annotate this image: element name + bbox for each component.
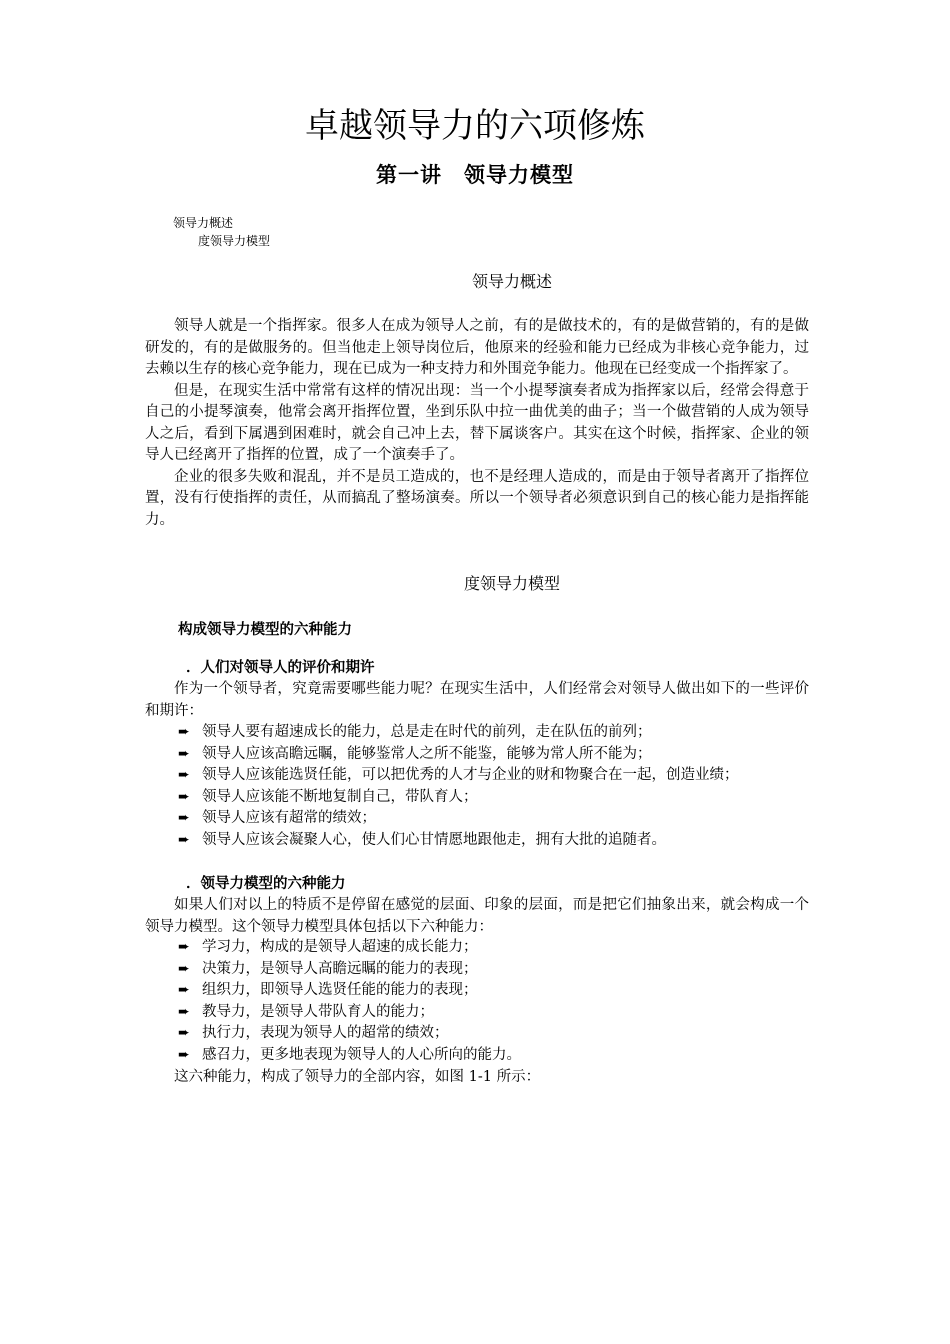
- part1-intro: [145, 679, 809, 722]
- paragraph: 领导人就是一个指挥家。很多人在成为领导人之前，有的是做技术的，有的是做营销的，有的是做研发的，有的是做服务的。但当他走上领导岗位后，他原来的经验和能力已经成为非核心竞争能力，过去赖以生存的核心竞争能力，现在已成为一种支持力和外围竞争能力。他现在已经变成一个指挥家了。: [145, 318, 809, 377]
- arrow-bullet-icon: ➨: [178, 1003, 190, 1020]
- list-item: ➨ 领导人应该能选贤任能，可以把优秀的人才与企业的财和物聚合在一起，创造业绩；: [178, 765, 818, 787]
- part2-heading: ．领导力模型的六种能力: [186, 876, 346, 892]
- arrow-bullet-icon: ➨: [178, 982, 190, 999]
- arrow-bullet-icon: ➨: [178, 767, 190, 784]
- paragraph: 作为一个领导者，究竟需要哪些能力呢？在现实生活中，人们经常会对领导人做出如下的一些评价和期许：: [145, 681, 809, 719]
- arrow-bullet-icon: ➨: [178, 939, 190, 955]
- section-heading-model: 度领导力模型: [463, 574, 560, 593]
- list-item: ➨ 学习力，构成的是领导人超速的成长能力；: [178, 937, 818, 959]
- closing-text: [145, 1067, 809, 1089]
- list-item: ➨ 组织力，即领导人选贤任能的能力的表现；: [178, 980, 818, 1002]
- list-item: ➨ 感召力，更多地表现为领导人的人心所向的能力。: [178, 1045, 818, 1067]
- part1-heading: ．人们对领导人的评价和期许: [186, 660, 375, 676]
- list-item: ➨ 领导人应该高瞻远瞩，能够鉴常人之所不能鉴，能够为常人所不能为；: [178, 744, 818, 766]
- part2-intro: [145, 895, 809, 938]
- paragraph: 企业的很多失败和混乱，并不是员工造成的，也不是经理人造成的，而是由于领导者离开了指挥位置，没有行使指挥的责任，从而搞乱了整场演奏。所以一个领导者必须意识到自己的核心能力是指挥能力。: [145, 468, 809, 528]
- section-heading-overview: 领导力概述: [471, 272, 552, 291]
- list-item: ➨ 领导人要有超速成长的能力，总是走在时代的前列，走在队伍的前列；: [178, 722, 818, 744]
- arrow-bullet-icon: ➨: [178, 724, 190, 740]
- list-item: ➨ 决策力，是领导人高瞻远瞩的能力的表现；: [178, 959, 818, 981]
- six-abilities-list: [178, 937, 818, 1067]
- paragraph: 这六种能力，构成了领导力的全部内容，如图 1-1 所示：: [174, 1069, 541, 1085]
- expectations-list: [178, 722, 818, 852]
- lecture-subtitle: 第一讲 领导力模型: [376, 163, 574, 187]
- paragraph: 但是，在现实生活中常常有这样的情况出现：当一个小提琴演奏者成为指挥家以后，经常会得意于自己的小提琴演奏，他常会离开指挥位置，坐到乐队中拉一曲优美的曲子；当一个做营销的人成为领导人之后，看到下属遇到困难时，就会自己冲上去，替下属谈客户。其实在这个时候，指挥家、企业的领导人已经离开了指挥的位置，成了一个演奏手了。: [145, 382, 809, 463]
- arrow-bullet-icon: ➨: [178, 1025, 190, 1042]
- toc-item-overview[interactable]: 领导力概述: [173, 216, 234, 230]
- list-item: ➨ 教导力，是领导人带队育人的能力；: [178, 1002, 818, 1024]
- arrow-bullet-icon: ➨: [178, 810, 190, 827]
- arrow-bullet-icon: ➨: [178, 831, 190, 848]
- arrow-bullet-icon: ➨: [178, 788, 190, 805]
- toc-item-model[interactable]: 度领导力模型: [198, 234, 271, 248]
- list-item: ➨ 领导人应该会凝聚人心，使人们心甘情愿地跟他走，拥有大批的追随者。: [178, 830, 818, 852]
- list-item: ➨ 领导人应该有超常的绩效；: [178, 808, 818, 830]
- list-item: ➨ 领导人应该能不断地复制自己，带队育人；: [178, 787, 818, 809]
- list-item: ➨ 执行力，表现为领导人的超常的绩效；: [178, 1023, 818, 1045]
- document-title: 卓越领导力的六项修炼: [305, 106, 645, 146]
- arrow-bullet-icon: ➨: [178, 1046, 190, 1063]
- overview-body: [145, 316, 809, 531]
- paragraph: 如果人们对以上的特质不是停留在感觉的层面、印象的层面，而是把它们抽象出来，就会构成一个领导力模型。这个领导力模型具体包括以下六种能力：: [145, 897, 809, 935]
- arrow-bullet-icon: ➨: [178, 745, 190, 762]
- model-subheading: 构成领导力模型的六种能力: [178, 622, 352, 638]
- arrow-bullet-icon: ➨: [178, 960, 190, 977]
